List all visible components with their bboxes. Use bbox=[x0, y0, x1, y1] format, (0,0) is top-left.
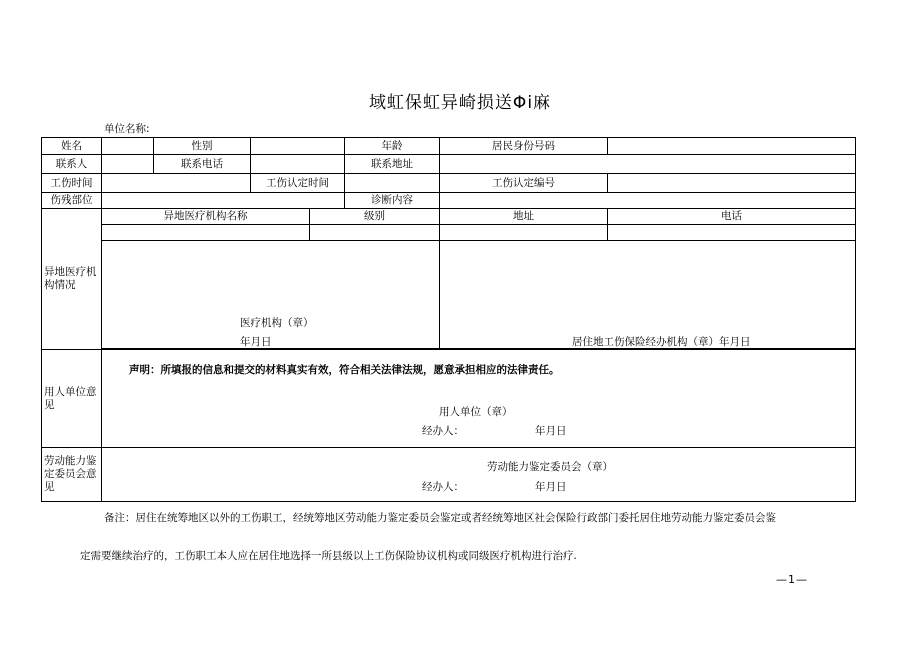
diagnosis-field[interactable] bbox=[440, 193, 856, 209]
phone-field[interactable] bbox=[251, 155, 345, 174]
phone-label: 联系电话 bbox=[154, 155, 251, 174]
medical-seal-row bbox=[42, 241, 856, 349]
injury-time-label: 工伤时间 bbox=[42, 174, 102, 193]
application-form-table bbox=[41, 137, 856, 502]
medical-phone-field[interactable] bbox=[608, 225, 856, 241]
medical-section-label: 异地医疗机构情况 bbox=[42, 209, 102, 350]
employer-section-label: 用人单位意见 bbox=[42, 350, 102, 448]
medical-seal-cell bbox=[102, 241, 440, 349]
page-number: —1— bbox=[776, 573, 808, 586]
recognition-time-label: 工伤认定时间 bbox=[251, 174, 345, 193]
page-title: 域虹保虹异崎损送Φi麻 bbox=[368, 93, 552, 113]
medical-name-field[interactable] bbox=[102, 225, 310, 241]
committee-handler-label: 经办人： bbox=[422, 481, 464, 493]
basic-info-row bbox=[42, 138, 856, 155]
committee-seal-text: 劳动能力鉴定委员会（章） bbox=[487, 461, 613, 473]
agency-seal-text: 居住地工伤保险经办机构（章）年月日 bbox=[572, 336, 751, 348]
employer-date: 年月日 bbox=[535, 425, 567, 437]
employer-handler-label: 经办人： bbox=[422, 425, 464, 437]
declaration-text: 声明：所填报的信息和提交的材料真实有效，符合相关法律法规，愿意承担相应的法律责任。 bbox=[129, 364, 560, 376]
injury-part-label: 伤残部位 bbox=[42, 193, 102, 209]
medical-phone-header: 电话 bbox=[608, 209, 856, 225]
medical-header-row bbox=[42, 209, 856, 225]
contact-label: 联系人 bbox=[42, 155, 102, 174]
remarks-line-2: 定需要继续治疗的，工伤职工本人应在居住地选择一所县级以上工伤保险协议机构或同级医疗机构进行治疗. bbox=[80, 550, 577, 562]
gender-field[interactable] bbox=[251, 138, 345, 155]
address-label: 联系地址 bbox=[345, 155, 440, 174]
recognition-time-field[interactable] bbox=[345, 174, 440, 193]
injury-part-row bbox=[42, 193, 856, 209]
committee-date: 年月日 bbox=[535, 481, 567, 493]
gender-label: 性别 bbox=[154, 138, 251, 155]
medical-level-field[interactable] bbox=[310, 225, 440, 241]
committee-row bbox=[42, 448, 856, 502]
recognition-no-field[interactable] bbox=[608, 174, 856, 193]
medical-address-header: 地址 bbox=[440, 209, 608, 225]
agency-seal-cell bbox=[440, 241, 856, 349]
employer-seal-text: 用人单位（章） bbox=[439, 406, 513, 418]
committee-opinion-cell bbox=[102, 448, 856, 502]
medical-seal-text: 医疗机构（章） bbox=[240, 317, 314, 329]
name-field[interactable] bbox=[102, 138, 154, 155]
medical-name-header: 异地医疗机构名称 bbox=[102, 209, 310, 225]
medical-entry-row bbox=[42, 225, 856, 241]
address-field[interactable] bbox=[440, 155, 856, 174]
employer-opinion-cell bbox=[102, 350, 856, 448]
committee-section-label: 劳动能力鉴定委员会意见 bbox=[42, 448, 102, 502]
id-number-field[interactable] bbox=[608, 138, 856, 155]
medical-level-header: 级别 bbox=[310, 209, 440, 225]
injury-time-row bbox=[42, 174, 856, 193]
unit-name-label: 单位名称: bbox=[104, 123, 150, 135]
employer-row bbox=[42, 350, 856, 448]
contact-field[interactable] bbox=[102, 155, 154, 174]
injury-time-field[interactable] bbox=[102, 174, 251, 193]
id-number-label: 居民身份号码 bbox=[440, 138, 608, 155]
medical-address-field[interactable] bbox=[440, 225, 608, 241]
recognition-no-label: 工伤认定编号 bbox=[440, 174, 608, 193]
injury-part-field[interactable] bbox=[102, 193, 345, 209]
contact-row bbox=[42, 155, 856, 174]
medical-seal-date: 年月日 bbox=[240, 336, 272, 348]
name-label: 姓名 bbox=[42, 138, 102, 155]
diagnosis-label: 诊断内容 bbox=[345, 193, 440, 209]
age-label: 年龄 bbox=[345, 138, 440, 155]
remarks-line-1: 备注：居住在统筹地区以外的工伤职工，经统筹地区劳动能力鉴定委员会鉴定或者经统筹地区社会保险行政部门委托居住地劳动能力鉴定委员会鉴 bbox=[104, 512, 776, 524]
